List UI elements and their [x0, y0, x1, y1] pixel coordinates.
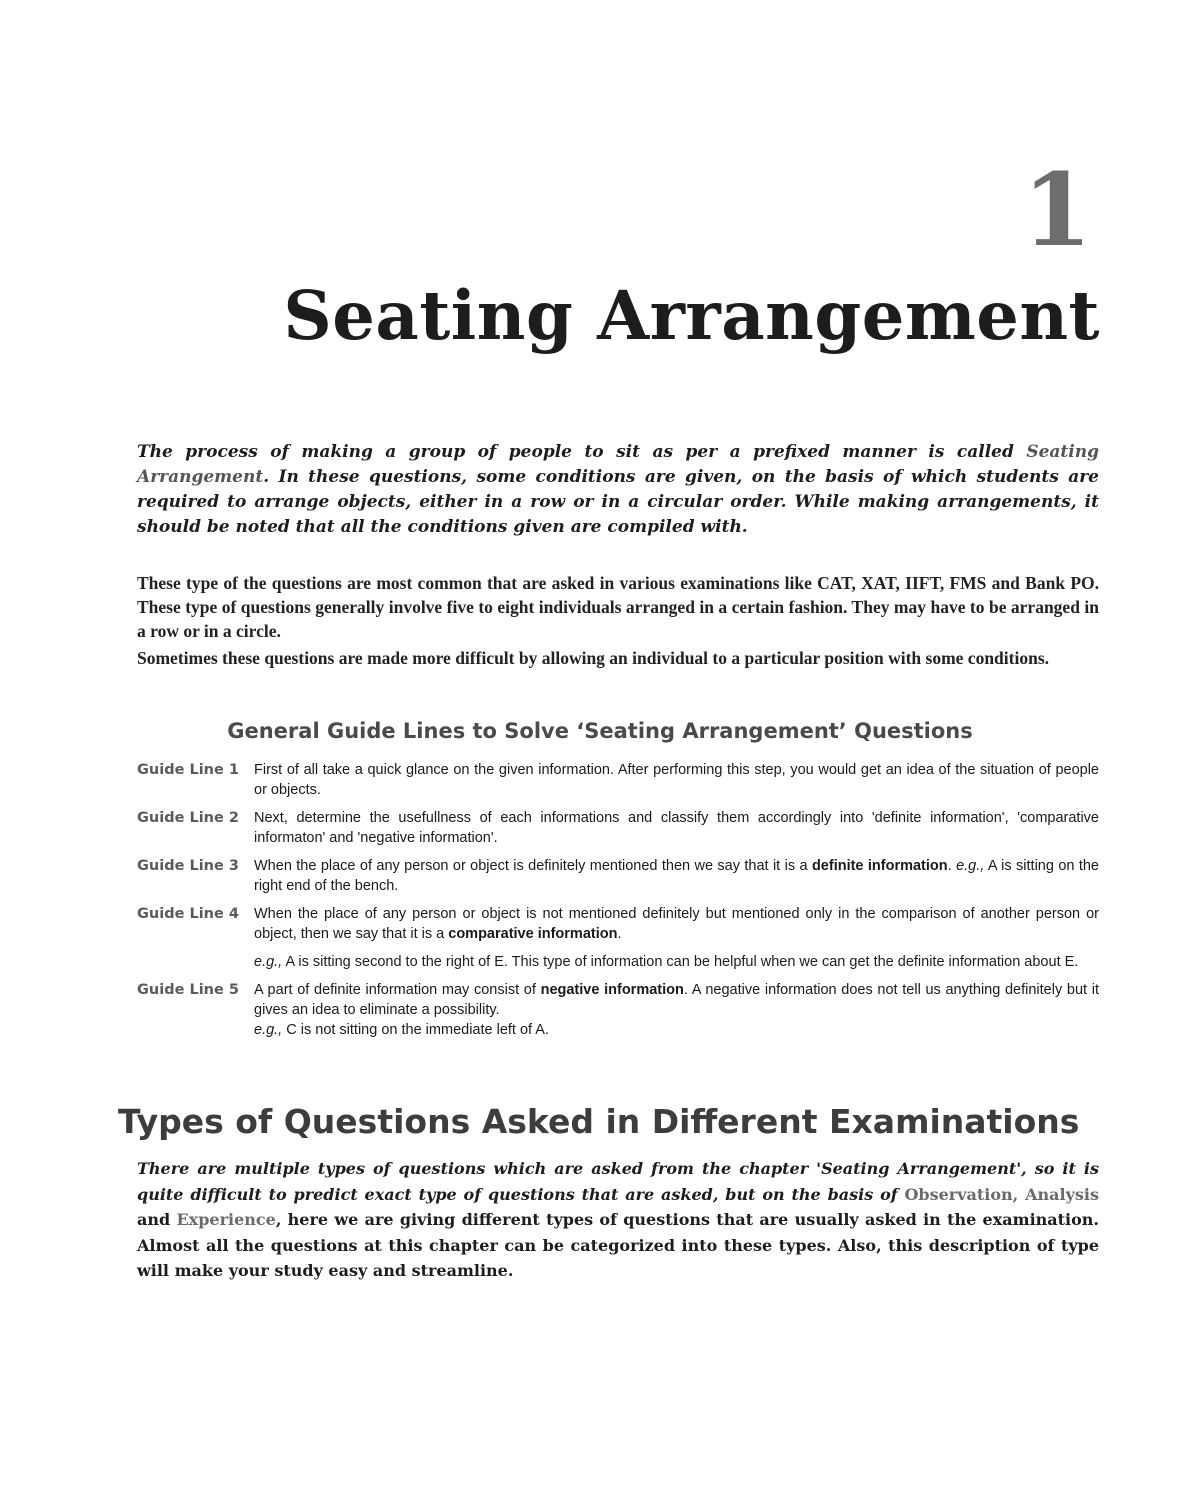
- guide-bold-term: comparative information: [448, 926, 618, 942]
- guide-item-4-example: [254, 952, 1099, 972]
- guide-bold-term: negative information: [540, 982, 684, 998]
- guide-text: [254, 904, 1099, 944]
- guide-bold-term: definite information: [811, 858, 948, 874]
- guide-section-heading: General Guide Lines to Solve ‘Seating Arrangement’ Questions: [227, 719, 973, 743]
- intro-paragraph: [137, 440, 1099, 540]
- types-section-heading: Types of Questions Asked in Different Examinations: [118, 1102, 1080, 1141]
- guide-eg: e.g.,: [254, 954, 283, 970]
- types-paragraph: [137, 1156, 1099, 1284]
- chapter-title: Seating Arrangement: [283, 276, 1100, 355]
- types-highlight-experience: Experience: [176, 1210, 276, 1229]
- guide-text: First of all take a quick glance on the given information. After performing this step, you would get an idea of the situation of people or objects.: [254, 762, 1099, 798]
- guide-item-5: [137, 980, 1099, 1040]
- guide-item-2: [137, 808, 1099, 848]
- guide-label: Guide Line 1: [137, 762, 239, 778]
- types-highlight-observation: Observation: [904, 1184, 1013, 1204]
- guide-text: [254, 980, 1099, 1040]
- types-highlight-analysis: Analysis: [1025, 1184, 1099, 1204]
- guide-eg: e.g.,: [254, 1022, 283, 1038]
- guide-text-post: .: [617, 926, 622, 942]
- paragraph-exams: These type of the questions are most common that are asked in various examinations like CAT, XAT, IIFT, FMS and Bank PO. These type of questions generally involve five to eight individuals arranged in a certain fashion. They may have to be arranged in a row or in a circle.: [137, 573, 1099, 641]
- types-rest: , here we are giving different types of questions that are usually asked in the examination. Almost all the questions at this chapter can be categorized into these types. Also, this description of type will make your study easy and streamline.: [137, 1210, 1099, 1280]
- chapter-number: 1: [1022, 151, 1092, 269]
- guide-text-post: . A negative information does not tell us anything definitely but it gives an idea to eliminate a possibility.: [254, 982, 1100, 1018]
- guide-text: When the place of any person or object is definitely mentioned then we say that it is a definite information. e.g., A is sitting on the right end of the bench.: [254, 858, 1099, 894]
- intro-text-2: . In these questions, some conditions are given, on the basis of which students are required to arrange objects, either in a row or in a circular order. While making arrangements, it should be noted that all the conditions given are compiled with.: [137, 467, 1099, 537]
- guide-text-pre: When the place of any person or object is definitely mentioned then we say that it is a: [254, 858, 808, 874]
- guide-text-post: A is sitting on the right end of the bench.: [254, 858, 1099, 894]
- types-and: and: [137, 1210, 171, 1229]
- guide-item-3: [137, 856, 1099, 896]
- guide-item-1: [137, 760, 1099, 800]
- guide-example-text: A is sitting second to the right of E. This type of information can be helpful when we can get the definite information about E.: [285, 954, 1079, 970]
- paragraph-difficulty: Sometimes these questions are made more difficult by allowing an individual to a particular position with some conditions.: [137, 648, 1049, 668]
- guide-item-4: [137, 904, 1099, 944]
- guide-eg: e.g.,: [956, 858, 985, 874]
- intro-term: Seating Arrangement: [137, 442, 1099, 487]
- guide-label: Guide Line 4: [137, 906, 239, 922]
- guide-example-text: C is not sitting on the immediate left of A.: [286, 1022, 549, 1038]
- guide-label: Guide Line 5: [137, 982, 239, 998]
- intro-text-1: The process of making a group of people to sit as per a prefixed manner is called: [137, 442, 1014, 462]
- types-italic-text: There are multiple types of questions which are asked from the chapter 'Seating Arrangement', so it is quite difficult to predict exact type of questions that are asked, but on the basis of: [137, 1159, 1099, 1204]
- guide-text-pre: When the place of any person or object is not mentioned definitely but mentioned only in the comparison of another person or object, then we say that it is a: [254, 906, 1099, 942]
- guide-list: [137, 760, 1099, 1048]
- types-sep: ,: [1012, 1184, 1019, 1204]
- guide-text-pre: A part of definite information may consist of: [254, 982, 536, 998]
- guide-text: Next, determine the usefullness of each informations and classify them accordingly into 'definite information', 'comparative informaton' and 'negative information'.: [254, 810, 1099, 846]
- guide-label: Guide Line 3: [137, 858, 239, 874]
- guide-label: Guide Line 2: [137, 810, 239, 826]
